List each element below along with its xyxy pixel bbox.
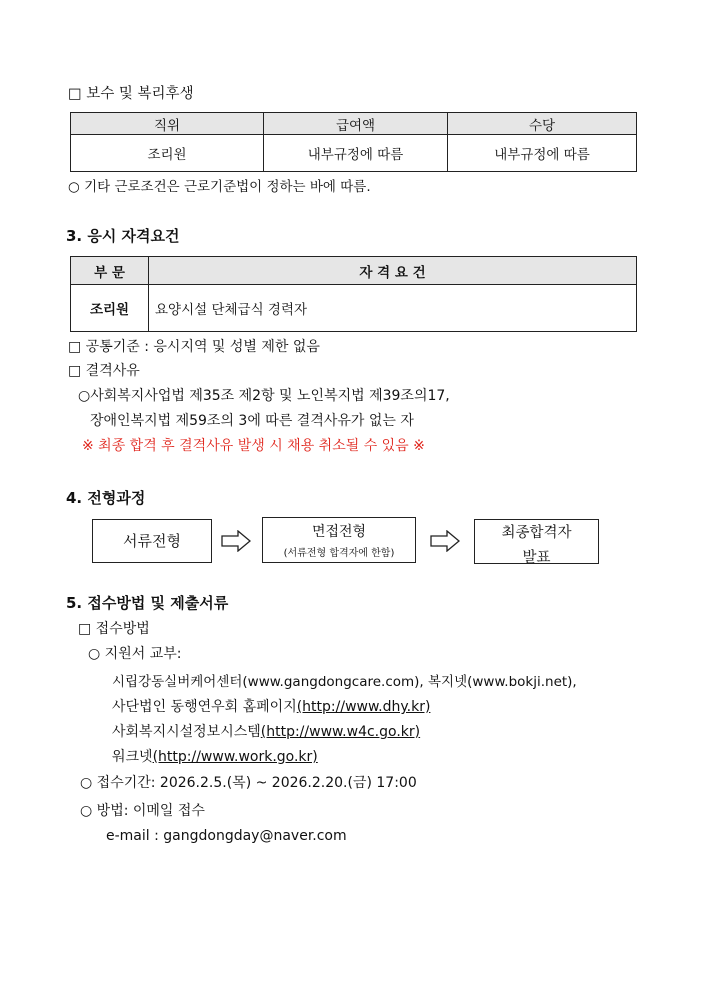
section5-title: 5. 접수방법 및 제출서류 [66,594,229,612]
site-3-link[interactable]: (http://www.w4c.go.kr) [260,724,421,740]
contact-email: e-mail : gangdongday@naver.com [106,828,347,844]
pay-header-position: 직위 [71,113,264,135]
pay-table [70,112,637,172]
site-2-name: 사단법인 동행연우회 홈페이지 [112,699,297,715]
site-line-2 [112,696,430,716]
step-interview [262,517,416,563]
pay-cell-salary: 내부규정에 따름 [264,135,448,172]
cancellation-warning: ※ 최종 합격 후 결격사유 발생 시 채용 취소될 수 있음 ※ [82,438,425,454]
qualification-table [70,256,637,332]
disqualification-line-1: ○사회복지사업법 제35조 제2항 및 노인복지법 제39조의17, [78,388,450,404]
disqualification-title: □ 결격사유 [68,363,140,379]
section4-title: 4. 전형과정 [66,489,146,507]
pay-header-salary: 급여액 [264,113,448,135]
qual-header-dept: 부 문 [71,257,149,285]
step-final-line-2: 발표 [522,550,551,566]
site-4-name: 워크넷 [112,749,153,765]
section3-title: 3. 응시 자격요건 [66,227,180,245]
site-2-link[interactable]: (http://www.dhy.kr) [296,699,431,715]
step-interview-note: (서류전형 합격자에 한함) [283,548,395,559]
qual-cell-dept: 조리원 [71,285,149,332]
pay-header-allowance: 수당 [448,113,637,135]
site-4-link[interactable]: (http://www.work.go.kr) [152,749,318,765]
pay-cell-position: 조리원 [71,135,264,172]
qual-header-req: 자 격 요 건 [149,257,637,285]
arrow-right-icon [221,530,251,552]
site-line-1: 시립강동실버케어센터(www.gangdongcare.com), 복지넷(www.bokji.net), [112,674,577,690]
site-line-3 [112,721,420,741]
qual-cell-req: 요양시설 단체급식 경력자 [149,285,637,332]
common-criteria: □ 공통기준 : 응시지역 및 성별 제한 없음 [68,339,320,355]
site-3-name: 사회복지시설정보시스템 [112,724,261,740]
arrow-right-icon [430,530,460,552]
pay-section-title: □ 보수 및 복리후생 [68,86,194,102]
step-final-announcement [474,519,599,564]
step-document-screening: 서류전형 [92,519,212,563]
disqualification-line-2: 장애인복지법 제59조의 3에 따른 결격사유가 없는 자 [90,413,414,429]
method-title: □ 접수방법 [78,621,150,637]
pay-cell-allowance: 내부규정에 따름 [448,135,637,172]
forms-label: ○ 지원서 교부: [88,646,182,662]
site-line-4 [112,746,318,766]
pay-note: ○ 기타 근로조건은 근로기준법이 정하는 바에 따름. [68,179,371,195]
application-method: ○ 방법: 이메일 접수 [80,803,205,819]
step-interview-label: 면접전형 [311,524,367,540]
step-final-line-1: 최종합격자 [501,525,572,541]
application-period: ○ 접수기간: 2026.2.5.(목) ~ 2026.2.20.(금) 17:00 [80,775,417,791]
